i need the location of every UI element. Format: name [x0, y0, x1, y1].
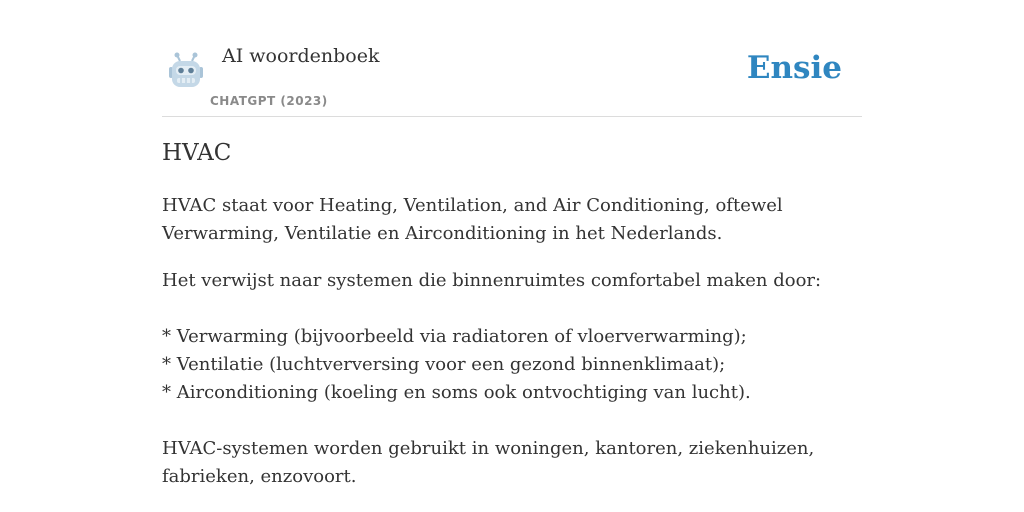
list-item: * Airconditioning (koeling en soms ook ontvochtiging van lucht). [162, 382, 751, 403]
definition-list [162, 323, 862, 407]
entry-term: HVAC [162, 140, 232, 166]
list-item: * Verwarming (bijvoorbeeld via radiatoren of vloerverwarming); [162, 326, 747, 347]
brand-logo[interactable]: Ensie [746, 50, 842, 86]
definition-paragraph: HVAC staat voor Heating, Ventilation, and Air Conditioning, oftewel Verwarming, Ventilatie en Airconditioning in het Nederlands. [162, 195, 783, 244]
list-item: * Ventilatie (luchtverversing voor een gezond binnenklimaat); [162, 354, 726, 375]
definition-paragraph: Het verwijst naar systemen die binnenruimtes comfortabel maken door: [162, 270, 822, 291]
definition-paragraph: HVAC-systemen worden gebruikt in woningen, kantoren, ziekenhuizen, fabrieken, enzovoort. [162, 438, 815, 487]
entry-body [162, 192, 862, 491]
entry-card [162, 0, 862, 487]
robot-icon [166, 52, 206, 90]
entry-header [162, 0, 862, 117]
dictionary-name[interactable]: AI woordenboek [222, 45, 380, 67]
source-label: CHATGPT (2023) [210, 94, 328, 108]
